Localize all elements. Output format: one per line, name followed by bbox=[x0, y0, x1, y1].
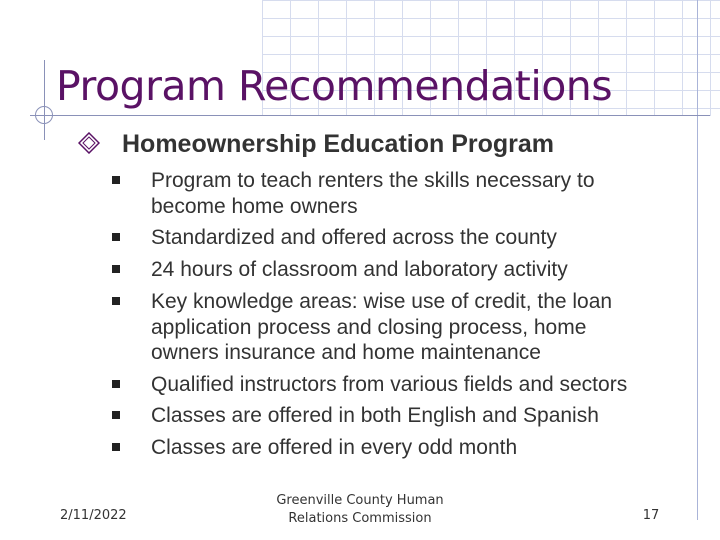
slide-title: Program Recommendations bbox=[56, 62, 613, 110]
section-label: Homeownership Education Program bbox=[122, 130, 555, 158]
bullet-text: Qualified instructors from various fields and sectors bbox=[151, 373, 628, 396]
diamond-outline-icon bbox=[78, 132, 100, 154]
square-bullet-icon bbox=[112, 411, 120, 419]
square-bullet-icon bbox=[112, 233, 120, 241]
bullet-text: 24 hours of classroom and laboratory activity bbox=[151, 258, 568, 281]
square-bullet-icon bbox=[112, 297, 120, 305]
bullet-text: Classes are offered in every odd month bbox=[151, 436, 518, 459]
square-bullet-icon bbox=[112, 380, 120, 388]
bullet-text: Classes are offered in both English and Spanish bbox=[151, 404, 599, 427]
bullet-text: Key knowledge areas: wise use of credit, the loan application process and closing process, home owners insurance and home maintenance bbox=[151, 290, 613, 364]
square-bullet-icon bbox=[112, 265, 120, 273]
footer-date: 2/11/2022 bbox=[60, 508, 127, 523]
crosshair-circle-icon bbox=[35, 106, 53, 124]
square-bullet-icon bbox=[112, 443, 120, 451]
bullet-text: Standardized and offered across the county bbox=[151, 226, 557, 249]
title-underline-rule bbox=[30, 115, 710, 116]
square-bullet-icon bbox=[112, 176, 120, 184]
footer-organization: Greenville County Human Relations Commission bbox=[276, 493, 444, 526]
page-number: 17 bbox=[642, 508, 660, 523]
title-vertical-rule bbox=[44, 60, 45, 140]
bullet-text: Program to teach renters the skills necessary to become home owners bbox=[151, 169, 595, 218]
